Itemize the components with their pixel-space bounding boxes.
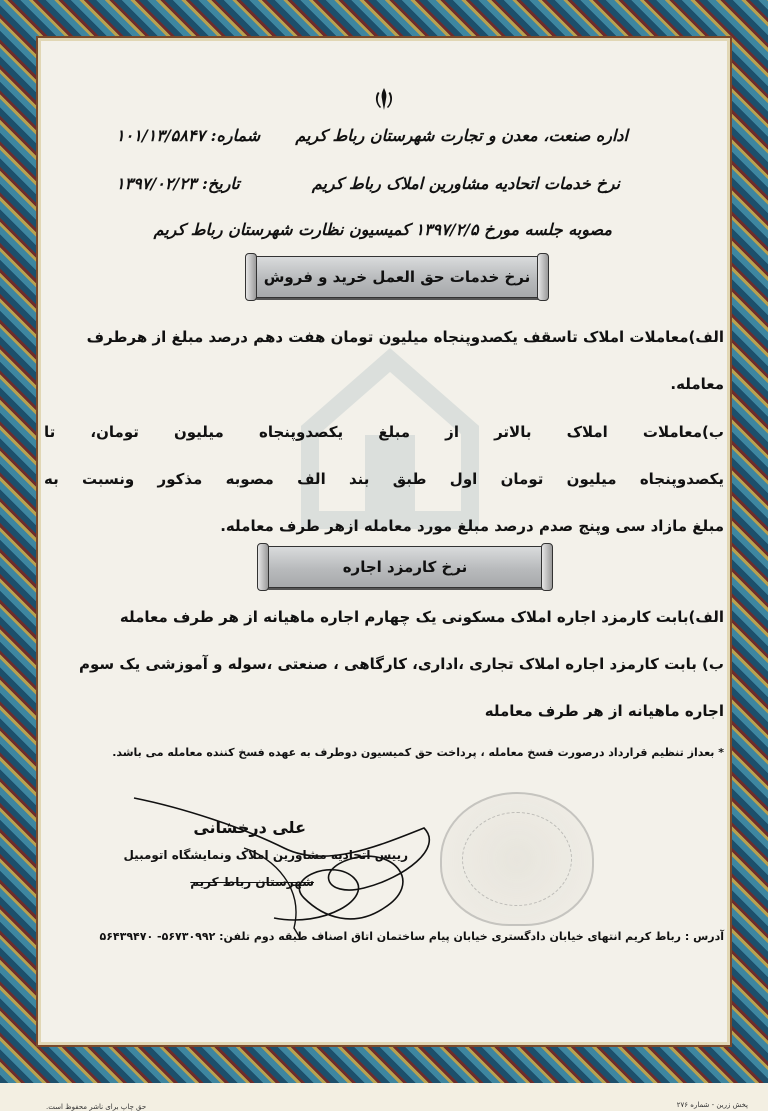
cancellation-note: * بعداز تنظیم قرارداد درصورت فسخ معامله ، پرداخت حق کمیسیون دوطرف به عهده فسخ کننده معامله می باشد.: [112, 746, 724, 759]
sale-section-banner: [252, 256, 542, 298]
signatory-city: شهرستان رباط کریم: [190, 875, 314, 889]
rent-section-title: نرخ کارمزد اجاره: [342, 558, 468, 576]
approval-line: مصوبه جلسه مورخ ۱۳۹۷/۲/۵ کمیسیون نظارت شهرستان رباط کریم: [153, 220, 612, 239]
sale-clause-b: ب)معاملات املاک بالاتر از مبلغ یکصدوپنجاه میلیون تومان، تا: [44, 423, 724, 441]
copyright-notice: حق چاپ برای ناشر محفوظ است.: [46, 1103, 147, 1111]
letter-date: تاریخ: ۱۳۹۷/۰۲/۲۳: [116, 174, 240, 193]
rent-clause-a: الف)بابت کارمزد اجاره املاک مسکونی یک چهارم اجاره ماهیانه از هر طرف معامله: [119, 608, 724, 626]
sale-clause-a-end: معامله.: [670, 375, 724, 393]
sale-clause-a: الف)معاملات املاک تاسقف یکصدوپنجاه میلیون تومان هفت دهم درصد مبلغ از هرطرف: [86, 328, 724, 346]
office-address: آدرس : رباط کریم انتهای خیابان دادگستری خیابان پیام ساختمان اتاق اصناف طبقه دوم تلفن: ۵۶۷۳۰۹۹۲- ۵۶۴۳۹۴۷۰: [99, 930, 724, 943]
sale-clause-b-cont: یکصدوپنجاه میلیون تومان اول طبق بند الف مصوبه مذکور ونسبت به: [44, 470, 724, 488]
publisher-credit: پخش زرین - شماره ۲۷۶: [676, 1101, 748, 1109]
stamp-ring: [462, 812, 572, 906]
rent-section-banner: [264, 546, 546, 588]
document-page: [40, 40, 748, 1111]
issuing-office: اداره صنعت، معدن و تجارت شهرستان رباط کریم: [295, 126, 628, 145]
document-subject: نرخ خدمات اتحادیه مشاورین املاک رباط کریم: [311, 174, 620, 193]
rent-clause-b: ب) بابت کارمزد اجاره املاک تجاری ،اداری، کارگاهی ، صنعتی ،سوله و آموزشی یک سوم: [78, 655, 724, 673]
signatory-name: علی درخشانی: [193, 818, 306, 837]
iran-emblem-icon: [372, 86, 396, 112]
official-stamp: [440, 792, 594, 926]
handwritten-signature: [124, 788, 454, 938]
rent-clause-b-end: اجاره ماهیانه از هر طرف معامله: [484, 702, 724, 720]
letter-number: شماره: ۱۰۱/۱۳/۵۸۴۷: [116, 126, 261, 145]
signatory-title: رییس اتحادیه مشاورین املاک ونمایشگاه اتومبیل: [123, 848, 408, 862]
sale-clause-b-end: مبلغ مازاد سی وپنج صدم درصد مبلغ مورد معامله ازهر طرف معامله.: [220, 517, 724, 535]
sale-section-title: نرخ خدمات حق العمل خرید و فروش: [263, 268, 531, 286]
